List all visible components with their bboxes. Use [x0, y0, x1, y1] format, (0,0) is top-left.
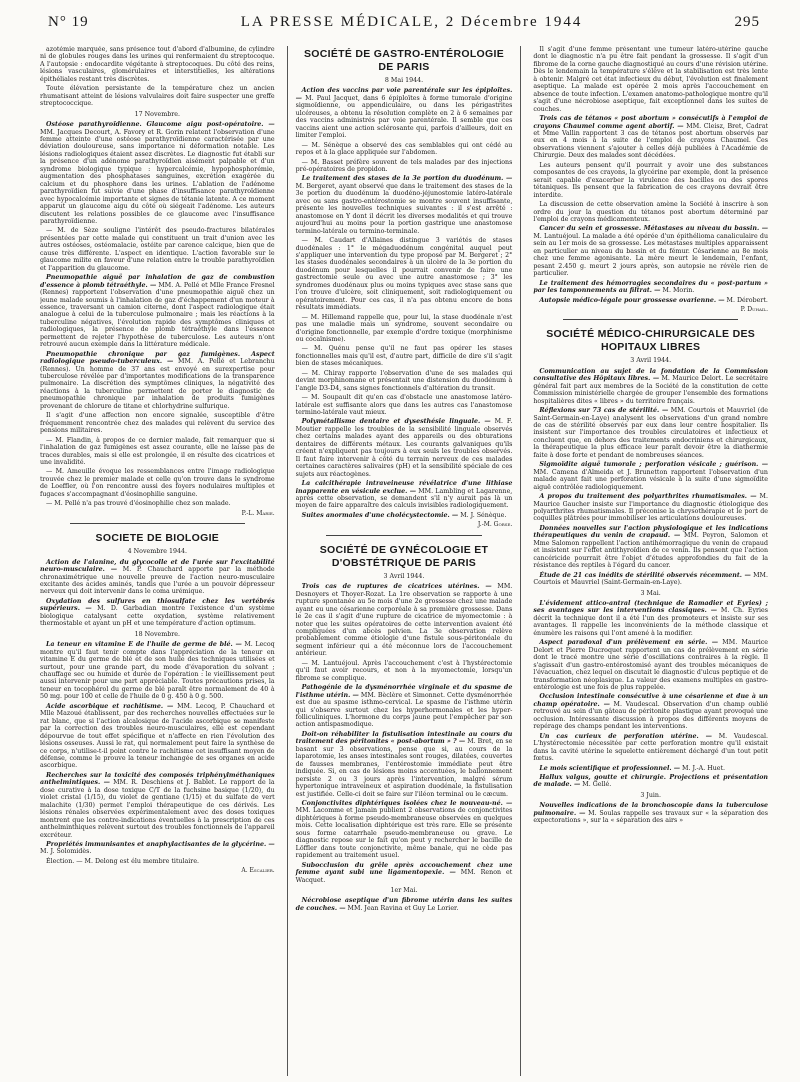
communication [296, 87, 513, 139]
communication-text: M. Gellé. [582, 781, 612, 789]
communication-title: La teneur en vitamine E de l'huile de germe de blé. — [46, 641, 242, 649]
communication [40, 274, 275, 349]
section-title: SOCIETE DE BIOLOGIE [95, 532, 220, 545]
communication [296, 418, 513, 478]
communication-title: Pneumopathie chronique par gaz fumigènes. Aspect radiologique pseudo-tuberculeux. — [40, 350, 275, 366]
communication [296, 684, 513, 729]
communication [533, 461, 768, 491]
session-date: 17 Novembre. [134, 110, 180, 118]
communication-text: M. Dérobert. [726, 296, 768, 304]
communication-text: M. Lantuéjoul. La malade a été opérée d'un épithélioma canaliculaire du sein au 1er mois de sa grossesse. Les métastases multiples apparaissent en particulier au niveau du bassin et du fémur. Césarienne au 8e mois chez une femme agonisante. La mère meurt le lendemain, l'enfant, pesant 2.450 g. meurt 2 jours après, son autopsie ne révèle rien de particulier. [533, 232, 768, 278]
communication-text: MM. Camena d'Almeida et J. Brunetton rapportent l'observation d'un malade ayant fait une perforation vésicale à la suite d'une sigmoïdite aiguë contrôlée radiologiquement. [533, 468, 768, 491]
issue-number: N° 19 [48, 14, 89, 30]
communication-title: Nouvelles indications de la bronchoscopie dans la tuberculose pulmonaire. — [533, 802, 768, 817]
communication-title: A propos du traitement des polyarthrites rhumatismales. — [539, 493, 757, 501]
communication-text: M. Soulas rappelle ses travaux sur « la séparation des expectorations », sur la « séparation des airs » [533, 809, 768, 825]
communication-text: MM. A. Pellé et Lebranchu (Rennes). Un homme de 37 ans est envoyé en surexpertise pour tuberculose révélée par d'importantes modifications de la transparence pulmonaire. La discrétion des symptômes cliniques, la négativité des réactions à la tuberculine permettent de porter le diagnostic de pneumopathie chronique par inhalation de produits fumigènes provenant de chlorure de titane et chlorhydrine sulfurique. [40, 358, 275, 410]
communication-text: MM. Desnoyers et Thoyer-Rozat. La 1re observation se rapporte à une rupture spontanée au 5e mois d'une 2e grossesse chez une malade ayant eu une césarienne corporéale à sa première grossesse. Dans le 2e cas il s'agit d'une rupture de cicatrice de myomectomie : à noter que les suites opératoires de cette intervention avaient été compliquées d'un abcès pelvien. La 3e observation relève probablement comme étiologie d'une fistule sous-péritonéale du segment inférieur qui a été méconnue lors de l'accouchement antérieur. [295, 583, 513, 658]
paragraph: — M. Caudart d'Allaines distingue 3 variétés de stases duodénales : 1° le mégaduodénum congénital auquel peut s'appliquer une intervention du type proposé par M. Bergeret ; 2° les stases duodénales secondaires à un ulcère de la 3e portion du duodénum pour lesquelles il pourrait convenir de faire une gastrectomie seule ou avec une autre anastomose ; 3° les syndromes duodénaux plus ou moins typiques avec stase sans que l'on trouve d'ulcère, soit cliniquement, soit radiologiquement ou opératoirement. Pour ces cas, il n'a pas obtenu encore de bons résultats immédiats. [295, 237, 513, 312]
communication-title: Étude de 21 cas inédits de stérilité observés récemment. — [539, 571, 751, 579]
communication-title: Cancer du sein et grossesse. Métastases au niveau du bassin. — [539, 225, 768, 233]
communication-title: Hallux valgus, goutte et chirurgie. Projections et présentation de malade. — [533, 773, 768, 789]
communication-title: Communication au sujet de la fondation de la Commission consultative des Hôpitaux libres. — [533, 367, 768, 383]
communication-title: Le traitement des stases de la 3e portion du duodénum. — [301, 175, 513, 183]
author-signature: P.-L. Marie. [241, 509, 275, 517]
communication-text: MM. Lecoq, P. Chauchard et Mlle Mazoué établissent, par des recherches nouvelles effectuées sur le rat blanc, que si l'action alcalosique de l'acide ascorbique se manifeste par la correction des troubles neuro-musculaires, elle est cependant dépourvue de tout effet spécifique et n'affecte en rien l'évolution des lésions osseuses. Aussi le rat, qui normalement peut faire la synthèse de ce corps, n'utilise-t-il point contre le rachitisme cet insuffisant moyen de défense, comme le prouve la teneur inchangée de ses organes en acide ascorbique. [40, 702, 275, 770]
communication-title: Occlusion intestinale consécutive à une césarienne et due à un champ opératoire. — [533, 693, 768, 708]
communication [533, 407, 768, 459]
communication [533, 572, 768, 587]
communication-text: M. Maurice Gaucher insiste sur l'importance du diagnostic étiologique des polyarthrites rhumatismales. Il préconise la chrysothérapie et le port de coquilles plâtrées pour immobiliser les articulations douloureuses. [533, 493, 768, 523]
communication-title: Pathogénie de la dysménorrhée virginale et du spasme de l'isthme utérin. — [295, 684, 513, 699]
communication [296, 800, 513, 860]
communication [40, 641, 275, 701]
communication [533, 493, 768, 523]
journal-title-date: LA PRESSE MÉDICALE, 2 Décembre 1944 [240, 14, 583, 30]
paragraph: — M. Chiray rapporte l'observation d'une de ses malades qui devint morphinomane et présentait une distension du duodénum à l'angle D3-D4, sans signes fonctionnels d'altération du transit. [295, 369, 513, 392]
paragraph: — M. de Sèze souligne l'intérêt des pseudo-fractures bilatérales présentées par cette malade qui constituent un trait d'union avec les autres ostéoses, ostéomalacie, ostéite par carence calcique, bien que de cause très différente. L'aspect en identique. L'action favorable sur le glaucome milite en faveur d'une relation entre le trouble parathyroïdien et l'apparition du glaucome. [40, 227, 275, 272]
communication-text: MM. Renon et Wacquet. [295, 869, 513, 884]
communication-title: Subocclusion du grêle après accouchement chez une femme ayant subi une ligamentopexie. — [295, 861, 513, 877]
communication [533, 115, 768, 160]
communication [296, 583, 513, 658]
communication-title: Le mois scientifique et professionnel. — [539, 764, 681, 772]
communication-title: Données nouvelles sur l'action physiologique et les indications thérapeutiques du venin de crapaud. — [533, 524, 768, 540]
session-date: 3 Avril 1944. [383, 572, 425, 580]
communication-title: Conjonctivites diphtériques isolées chez le nouveau-né. — [301, 799, 513, 807]
section-divider [563, 319, 738, 320]
section-title: SOCIÉTÉ MÉDICO-CHIRURGICALE DES HOPITAUX LIBRES [546, 328, 756, 354]
communication-title: Aspect paradoxal d'un prélèvement en série. — [539, 639, 719, 647]
communication-title: Oxydation des sulfures en thiosulfate chez les vertébrés supérieurs. — [40, 597, 275, 613]
communication [296, 897, 513, 912]
paragraph: Élection. — M. Delong est élu membre titulaire. [46, 857, 200, 865]
communication [533, 774, 768, 789]
communication [533, 525, 768, 570]
section-title: SOCIÉTÉ DE GASTRO-ENTÉROLOGIE DE PARIS [303, 48, 505, 73]
communication [40, 703, 275, 770]
column-1 [40, 46, 275, 1076]
communication-text: M. Maurice Delort. Le secrétaire général fait part aux membres de la Société de la constitution de cette Commission ministérielle chargée de grouper l'ensemble des formations hospitalières dites « libres » du territoire français. [533, 375, 768, 405]
communication-text: MM. Jean Ravina et Guy Le Lorier. [347, 904, 459, 912]
session-date: 18 Novembre. [134, 630, 180, 638]
communication [296, 731, 513, 798]
communication-title: Trois cas de ruptures de cicatrices utérines. — [301, 583, 492, 591]
page-number: 295 [734, 14, 760, 30]
communication-text: MM. R. Deschiens et J. Bablet. Le rapport de la dose curative à la dose toxique C/T de la fuchsine basique (1/20), du violet cristal (1/15), du violet de gentiane (1/15) et du sulfate de vert malachite (1/30) permet l'emploi thérapeutique de ces dérivés. Les lésions rénales observées expérimentalement avec des doses toxiques montrent que les contre-indications éventuelles à la prescription de ces anthelminthiques relèvent surtout des troubles fonctionnels de l'appareil excréteur. [40, 779, 275, 839]
paragraph: — M. Quénu pense qu'il ne faut pas opérer les stases fonctionnelles mais qu'il est, d'autre part, difficile de dire s'il s'agit bien de stases mécaniques. [295, 345, 513, 368]
session-date: 3 Mai. [640, 589, 661, 597]
communication-text: M. Morin. [662, 287, 695, 295]
communication-title: Pneumopathie aiguë par inhalation de gaz de combustion d'essence à plomb tétraéthyle. — [40, 274, 275, 289]
paragraph: — M. Lantuéjoul. Après l'accouchement c'est à l'hystérectomie qu'il faut avoir recours, et non à la myomectomie, lorsqu'un fibrome se complique. [295, 659, 513, 682]
communication-title: Recherches sur la toxicité des composés triphénylméthaniques anthelmintiques. — [40, 771, 275, 787]
communication-text: M. P. Chauchard apporte par la méthode chronaximétrique une nouvelle preuve de l'action neuro-musculaire excitante des acides aminés, tandis que l'urée a un pouvoir dépresseur nerveux qui doit intervenir dans le coma urémique. [40, 566, 275, 596]
communication [533, 297, 768, 304]
communication [533, 225, 768, 277]
column-2 [287, 46, 522, 1076]
paragraph: Il s'agit d'une affection non encore signalée, susceptible d'être fréquemment rencontrée chez des malades qui relèvent du service des pensions militaires. [40, 412, 275, 435]
communication-text: MM. Cleisz, Bret, Cadrat et Mme Vallin rapportent 3 cas de tétanos post abortum observés par eux en 4 mois à la suite de l'emploi de crayons Chaumel. Ces observations viennent s'ajouter à celles déjà publiées à l'Académie de Chirurgie. Deux des malades sont décédées. [533, 122, 768, 160]
communication [40, 772, 275, 839]
communication [533, 280, 768, 295]
communication-text: MM. Jacques Decourt, A. Favory et R. Gorin relatent l'observation d'une femme atteinte d'une ostéose parathyroïdienne caractérisée par une déviation douloureuse, sans importance ni déformation notable. Les lésions radiologiques étaient assez discrètes. Le diagnostic fut établi sur la présence d'un adénome parathyroïdien aisément palpable et d'un syndrome biologique typique : hypercalcémie, hypophosphorémie, augmentation des phosphatases sanguines, excrétion exagérée du calcium et du phosphore dans les urines. L'ablation de l'adénome parathyroïdien fut suivie d'une phase d'insuffisance parathyroïdienne avec hypocalcémie importante et signes de tétanie latente. A ce moment apparut un glaucome aigu du côté où siégeait l'adénome. Les auteurs discutent les relations possibles de ce glaucome avec l'insuffisance parathyroïdienne. [40, 128, 275, 225]
communication-title: Trois cas de tétanos « post abortum » consécutifs à l'emploi de crayons Chaumel comme agent abortif. — [533, 115, 768, 130]
communication-title: Ostéose parathyroïdienne. Glaucome aigu post-opératoire. — [46, 121, 275, 129]
paragraph: Toute élévation persistante de la température chez un ancien rhumatisant atteint de lésions valvulaires doit faire suspecter une greffe streptococcique. [40, 85, 275, 108]
communication-text: M. Bret, en se basant sur 3 observations, pense que si, au cours de la laparotomie, les anses intestinales sont rouges, dilatées, couvertes de fausses membranes, l'entérostomie immédiate peut être indiquée. Si, en cas de lésions moins accentuées, le ballonnement persiste 2 ou 3 jours après l'intervention, malgré sérum hypertonique intraveineux et aspiration duodénale, la fistulisation est justifiée. Celle-ci doit se faire sur l'iléon terminal ou le cæcum. [295, 738, 513, 798]
paragraph: azotémie marquée, sans présence tout d'abord d'albumine, de cylindre ni de globules rouges dans les urines qui renfermaient du streptocoque. A l'autopsie : endocardite végétante à streptocoques. Du côté des reins, lésions vasculaires, glomérulaires et interstitielles, les altérations épithéliales restant très discrètes. [40, 46, 275, 83]
communication-title: Autopsie médico-légale pour grossesse ovarienne. — [539, 296, 725, 304]
communication-text: M. Vaudescal. L'hystérectomie nécessitée par cette perforation montre qu'il existait dans la cavité utérine le squelette entièrement déchargé d'un tout petit fœtus. [533, 732, 768, 763]
communication [40, 559, 275, 596]
paragraph: — M. Basset préfère souvent de tels malades par des injections pré-opératoires de propidon. [295, 158, 513, 173]
author-signature: J.-M. Gorse. [477, 521, 513, 529]
communication-title: Action des vaccins par voie parentérale sur les épiploïtes. — [295, 87, 513, 102]
communication-text: M. Lecoq montre qu'il faut tenir compte dans l'appréciation de la teneur en vitamine E du germe de blé et de son huile des techniques utilisées et surtout, pour une grande part, du mode d'évaporation du solvant ; chauffage sec ou humide et durée de l'opération : le vieillissement peut aussi intervenir pour une part appréciable. Toutes précautions prises, la teneur en tocophérol du germe de blé paraît être normalement de 40 à 50 mg. pour 100 et celle de l'huile de 0 g. 450 à 0 g. 500. [40, 641, 275, 701]
communication [296, 175, 513, 235]
communication-text: M. Paul Jacquet, dans 6 épiploïtes à forme tumorale d'origine sigmoïdienne, ou appendiculaire, ou dans les périgastrites ulcéreuses, a obtenu la résolution complète en 2 à 6 semaines par des vaccins administrés par voie parentérale. Il semble que ces vaccins aient une action sclérosante qui, parfois d'ailleurs, doit en limiter l'emploi. [295, 94, 513, 140]
communication-title: Réflexions sur 73 cas de stérilité. — [539, 407, 669, 415]
column-3 [533, 46, 768, 1076]
paragraph: — M. Ameuille évoque les ressemblances entre l'image radiologique trouvée chez le premier malade et celle qu'on trouve dans le syndrome de Loeffler, où l'on rencontre aussi des foyers nodulaires multiples et fugaces s'accompagnant d'éosinophilie sanguine. [40, 468, 275, 498]
communication-title: Doit-on réhabiliter la fistulisation intestinale au cours du traitement des péritonites « post-abortum » ? — [295, 730, 513, 746]
communication [533, 765, 768, 772]
communication-title: Action de l'alanine, du glycocolle et de l'urée sur l'excitabilité neuro-musculaire. — [40, 558, 275, 574]
session-date: 3 Avril 1944. [630, 357, 672, 365]
communication-text: M. Bergeret, ayant observé que dans le traitement des stases de la 3e portion du duodénum la duodéno-jéjunostomie latéro-latérale avec ou sans gastro-entérostomie se montre souvent insuffisante, présente les nouvelles techniques suivantes : il s'est arrêté : anastomose en Y dont il décrit les diverses modalités et qui trouve aujourd'hui au moins pour la portion gastrique une anastomose termino-latérale ou termino-terminale. [295, 182, 513, 235]
section-title: SOCIÉTÉ DE GYNÉCOLOGIE ET D'OBSTÉTRIQUE DE PARIS [319, 543, 489, 569]
communication-text: MM. Bèclère et Simonnet. Cette dysménorrhée est due au spasme isthmo-cervical. Le spasme de l'isthme utérin qui s'observe surtout chez les hyperhormonales et les hyper-folliculiniques. L'hormone du corps jaune peut l'empêcher par son action antispasmodique. [295, 691, 513, 729]
communication-text: MM. Courtois et Mauvriel (Saint-Germain-en-Laye). [533, 571, 768, 587]
communication-text: MM. Courtois et Mauvriel (de Saint-Germain-en-Laye) analysent les observations d'un grand nombre de cas de stérilité observés par eux dans leur centre hospitalier. Ils insistent sur l'importance des troubles circulatoires et infectieux et concluent que, en dehors des traitements endocriniens et chirurgicaux, la thérapeutique la plus efficace leur paraît devoir être la diathermie faite à dose forte et pendant de nombreuses séances. [533, 407, 768, 459]
session-date: 4 Novembre 1944. [127, 548, 187, 556]
communication [296, 862, 513, 884]
communication [533, 639, 768, 691]
communication-title: Un cas curieux de perforation utérine. — [539, 732, 712, 740]
paragraph: Il s'agit d'une femme présentant une tumeur latéro-utérine gauche dont le diagnostic n'a pu être fait pendant la grossesse. Il s'agit d'un fibrome de la corne gauche diagnostiqué au cours d'une révision utérine. Dès le lendemain la température s'élève et la stabilisation est très lente à obtenir. Malgré cet état infectieux du début, l'évolution est finalement aseptique. La malade est opérée 2 mois après l'accouchement en absence de toute infection. L'examen anatomo-pathologique montre qu'il s'agit d'une nécrobiose aseptique, fait exceptionnel dans les suites de couches. [533, 46, 768, 113]
paragraph: — M. Soupault dit qu'en cas d'obstacle une anastomose latéro-latérale est suffisante alors que dans les autres cas l'anastomose termino-latérale vaut mieux. [295, 394, 513, 417]
communication [533, 368, 768, 405]
article-columns [40, 46, 768, 1076]
communication [533, 802, 768, 824]
session-date: 8 Mai 1944. [384, 77, 424, 84]
communication-text: M. D. Garbadian montre l'existence d'un système biologique catalysant cette oxydation, système relativement thermostable et ayant un pH et une température d'action optimum. [40, 605, 275, 628]
communication-text: M. J.-A. Huet. [682, 764, 726, 772]
communication-title: Suites anormales d'une cholécystectomie. — [301, 511, 459, 519]
paragraph: — M. Hillemand rappelle que, pour lui, la stase duodénale n'est pas une maladie mais un syndrome, souvent secondaire ou d'origine fonctionnelle, par exemple d'ordre toxique (morphinisme ou cocaïnisme). [295, 313, 513, 343]
author-signature: P. Duhail. [740, 305, 768, 313]
communication-text: M. F. Moutier rappelle les troubles de la sensibilité linguale observés chez certains malades ayant des appareils ou des obturations dentaires de différents métaux. Les courants galvaniques qu'ils créent n'expliquent pas toujours à eux seuls les troubles observés. Il faut faire intervenir à côté du terrain nerveux de ces malades certaines caractères salivaires (pH) et la sensibilité spéciale de ces sujets aux réactogènes. [295, 418, 513, 478]
session-date: 1er Mai. [390, 886, 418, 894]
communication-text: MM. Lacomme et Jamain publient 2 observations de conjonctivites diphtériques à forme pseudo-membraneuse observées en quelques mois. Cette localisation diphtérique est très rare. Elle se présente sous forme catarrhale pseudo-membraneuse ou grave. Le diagnostic repose sur le fait qu'on peut y rechercher le bacille de Löffler dans toute conjonctivite, même banale, qui ne cède pas rapidement au traitement usuel. [295, 807, 513, 860]
communication-text: MM. Peyron, Salomon et Mme Salomon rappellent l'action antihémorragique du venin de crapaud et insistent sur l'effet antithyroïdien de ce venin. Ils pensent que l'action cancéricide pourrait être l'objet d'études approfondies du fait de la résistance des reptiles à l'égard du cancer. [533, 532, 768, 570]
paragraph: — M. Flandin, à propos de ce dernier malade, fait remarquer que si l'inhalation de gaz fumigènes est assez courante, elle ne laisse pas de traces durables, mais si elle est prolongée, il en résulte des cicatrices et une invalidité. [40, 436, 275, 467]
communication [533, 693, 768, 730]
communication-title: Polymétallisme dentaire et dysesthésie linguale. — [301, 418, 491, 426]
communication-text: MM. Maurice Delort et Pierre Ducroquet rapportent un cas de prélèvement en série dont le tracé montre une série d'oscillations contraires à la règle. Il s'agissait d'un gastro-entérostomisé ayant des troubles mécaniques de l'évacuation, chez lequel on discutait le diagnostic d'ulcus peptique et de transformation néoplasique. La valeur des examens multiples en gastro-entérologie est une fois de plus rappelée. [533, 639, 768, 691]
page-header [48, 14, 760, 36]
communication [40, 598, 275, 628]
communication-title: Sigmoïdite aiguë tumorale ; perforation vésicale ; guérison. — [539, 461, 768, 469]
communication-title: Propriétés immunisantes et anaphylactisantes de la glycérine. — [46, 840, 275, 848]
communication [40, 351, 275, 411]
communication-title: L'évidement attico-antral (technique de Ramadier et Eyries) ; ses avantages sur les interventions classiques. — [533, 600, 768, 615]
communication [40, 121, 275, 225]
paragraph: — M. Pellé n'a pas trouvé d'éosinophilie chez son malade. [46, 500, 231, 508]
author-signature: A. Escalier. [241, 867, 275, 875]
section-divider [326, 535, 483, 536]
communication-title: Nécrobiose aseptique d'un fibrome utérin dans les suites de couches. — [295, 897, 513, 912]
communication-text: M. J. Sénèque. [460, 511, 507, 519]
communication [296, 480, 513, 510]
communication [533, 600, 768, 637]
communication-text: M. Vaudescal. Observation d'un champ oublié retrouvé au sein d'un gâteau de péritonite plastique ayant provoqué une occlusion. Intéressante discussion à propos des différents moyens de repérage des champs pendant les interventions. [533, 700, 768, 731]
communication-text: MM. Lambling et Lagarenne, après cette observation, se demandent s'il n'y aurait pas là un moyen de faire apparaître des calculs invisibles radiologiquement. [295, 487, 513, 510]
communication-text: M. Ch. Eyries décrit la technique dont il a été l'un des promoteurs et insiste sur ses avantages. Il rappelle les inconvénients de la méthode classique et énumère les raisons qui l'ont amené à la modifier. [533, 607, 768, 637]
paragraph: Les auteurs pensent qu'il pourrait y avoir une des substances composantes de ces crayons, la glycérine par exemple, dont la présence serait capable d'exacerber la virulence des bacilles ou des spores tétaniques. Ils pensent que la fabrication de ces crayons devrait être interdite. [533, 161, 768, 199]
communication-title: La calcithérapie intraveineuse révélatrice d'une lithiase inapparente en vésicule exclue. — [295, 480, 513, 495]
communication-text: MM. A. Pellé et Mlle France Fresnel (Rennes) rapportent l'observation d'une pneumopathie aiguë chez un jeune malade soumis à l'inhalation de gaz d'échappement d'un moteur à essence, traversant un camion citerne, dont l'aspect radiologique était analogue à celui de la tuberculose pulmonaire ; mais les réactions à la tuberculine négatives, l'évolution rapide des symptômes cliniques et radiologiques, la présence de plomb tétraéthyle dans l'essence permettent de rejeter l'hypothèse de tuberculose. Les auteurs n'ont retrouvé aucun exemple dans la littérature médicale. [40, 281, 275, 349]
communication [533, 733, 768, 763]
communication-text: M. J. Solomidès. [40, 848, 92, 856]
paragraph: — M. Sénèque a observé des cas semblables qui ont cédé au repos et à la glace appliquée sur l'abdomen. [295, 141, 513, 157]
communication [40, 841, 275, 856]
communication [296, 512, 513, 519]
session-date: 3 Juin. [640, 791, 661, 799]
communication-title: Le traitement des hémorragies secondaires du « post-partum » par les tamponnements au filtrat. — [533, 279, 768, 295]
paragraph: La discussion de cette observation amène la Société à inscrire à son ordre du jour la question du tétanos post abortum déterminé par l'emploi de crayons médicamenteux. [533, 201, 768, 223]
communication-title: Acide ascorbique et rachitisme. — [46, 702, 174, 710]
section-divider [70, 523, 245, 524]
